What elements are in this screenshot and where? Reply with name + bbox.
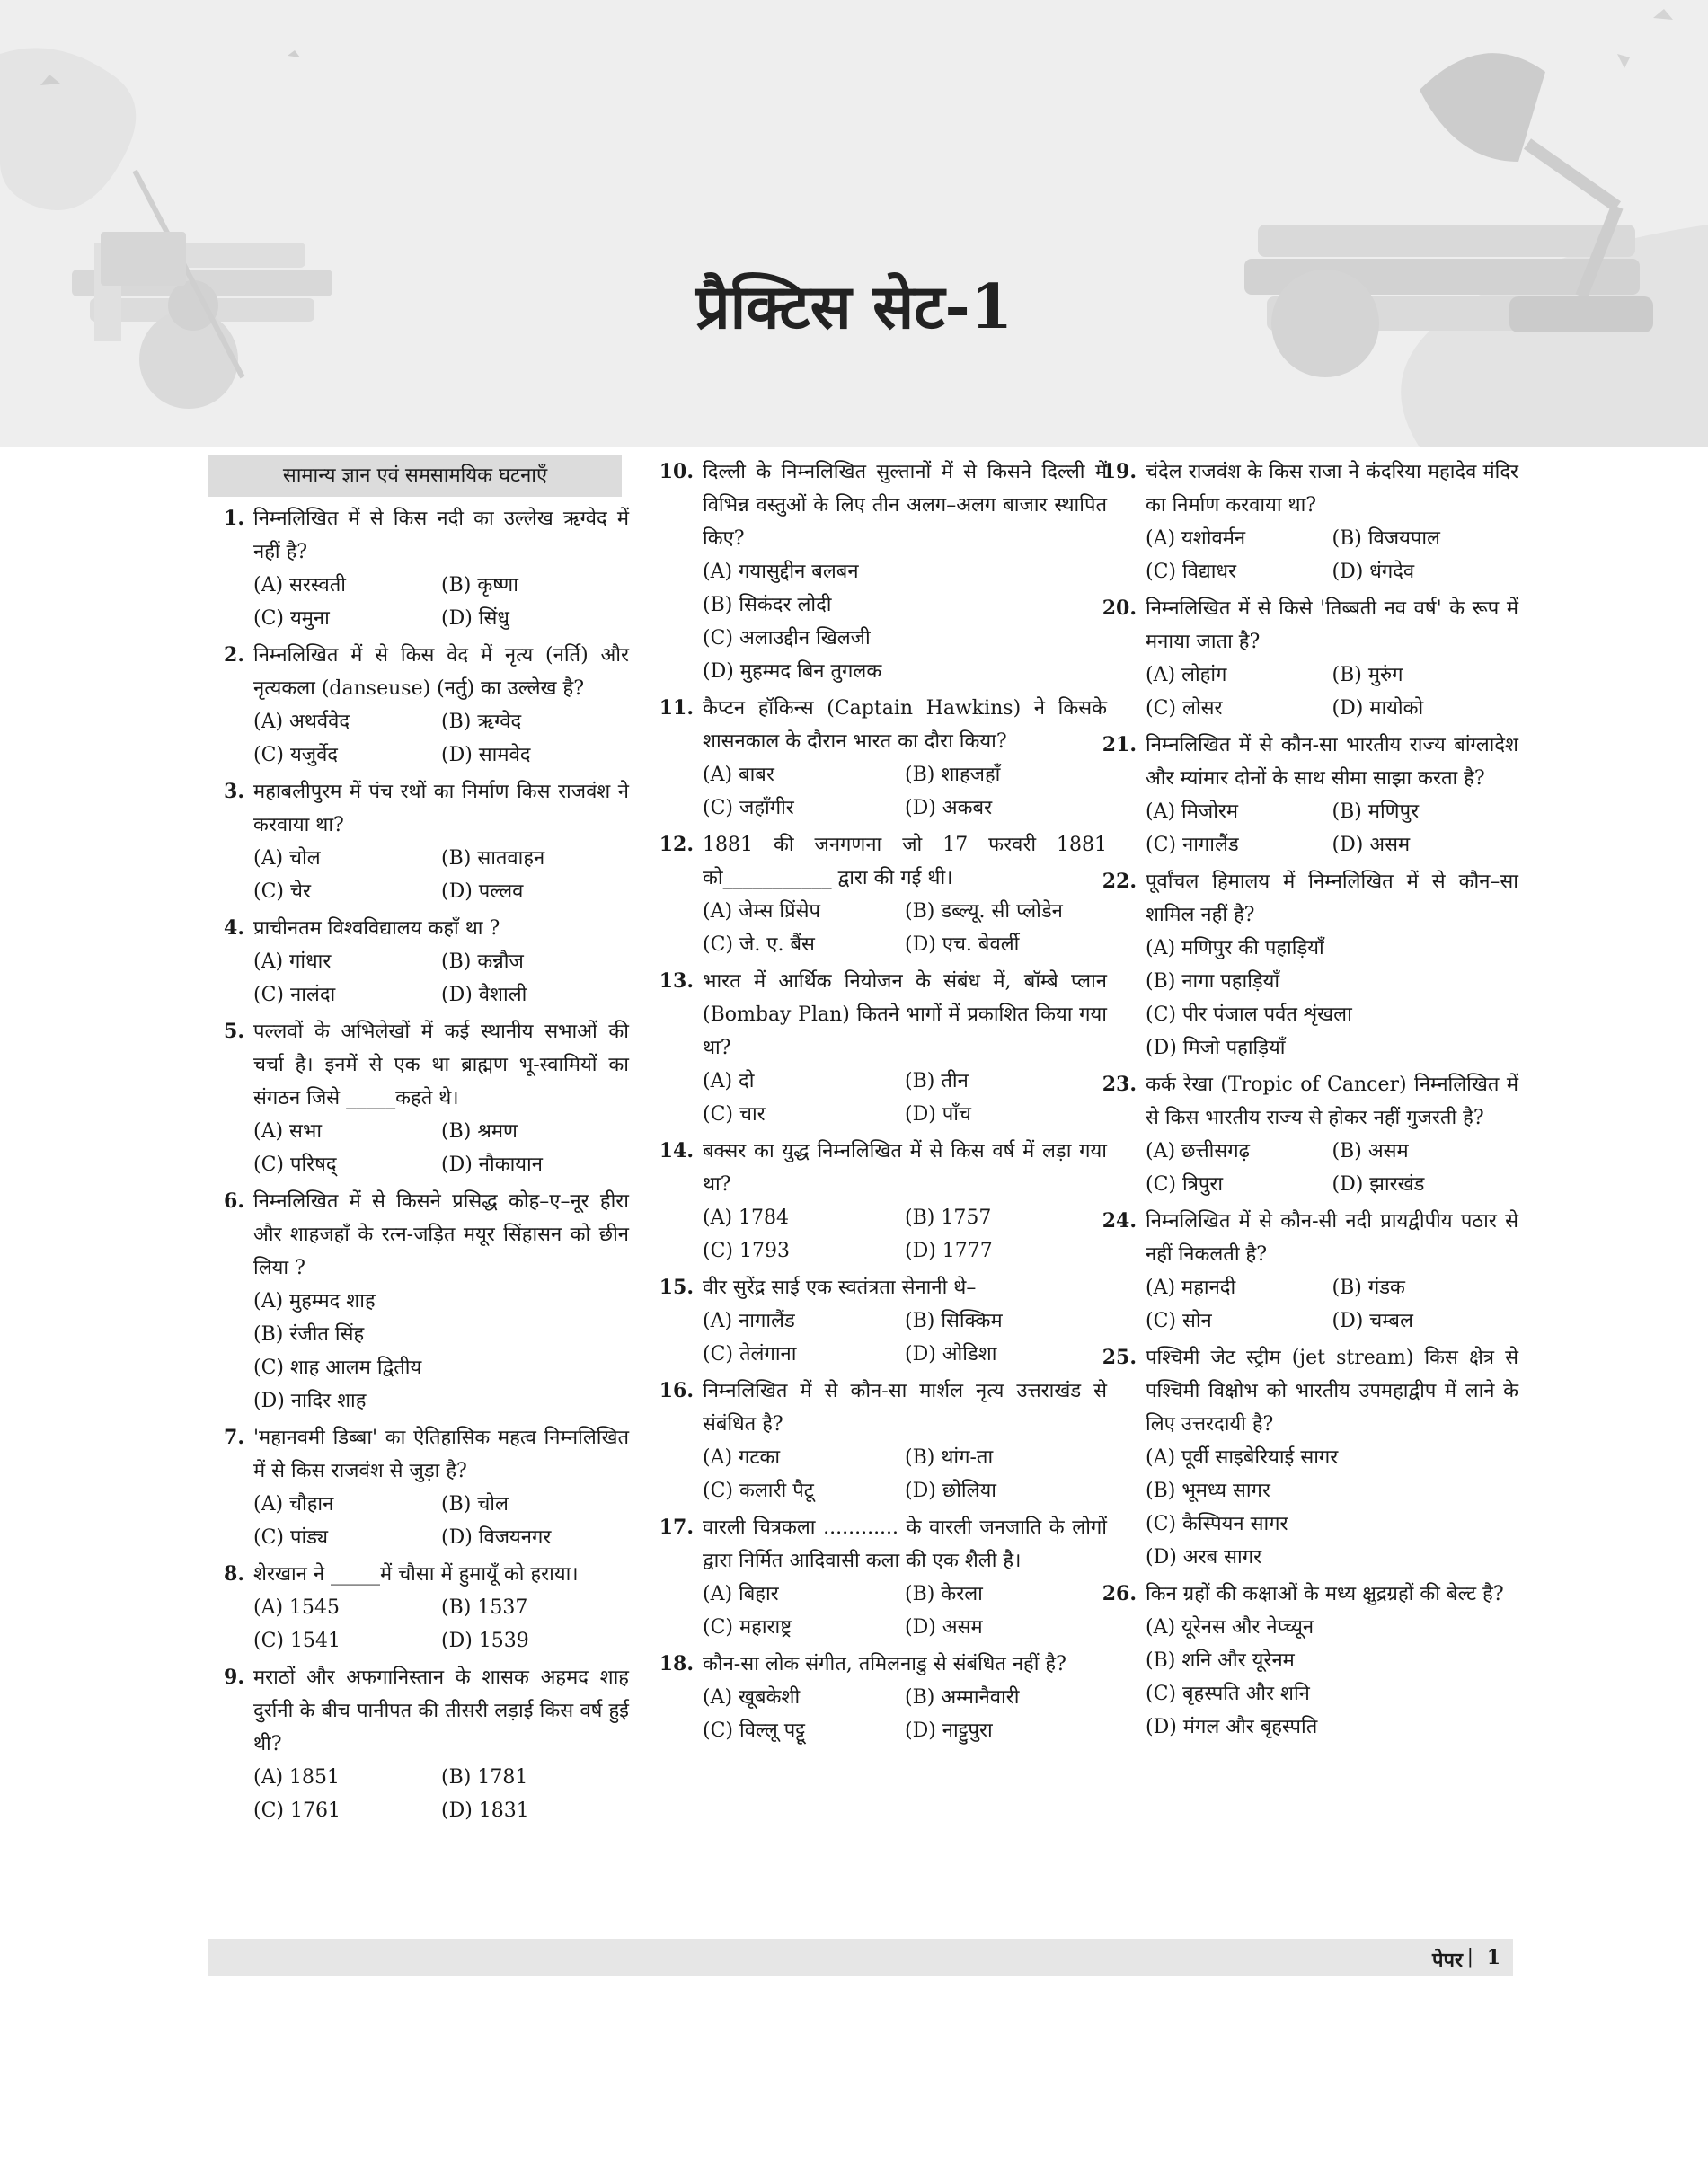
option-b: (B) थांग-ता (905, 1446, 994, 1469)
options-list (703, 895, 1107, 961)
options-list (703, 555, 1107, 688)
option-b: (B) 1537 (441, 1596, 528, 1619)
question-item (1101, 1341, 1518, 1574)
option-d: (D) मंगल और बृहस्पति (1146, 1716, 1318, 1738)
option-a: (A) दो (703, 1070, 755, 1092)
option-b: (B) भूमध्य सागर (1146, 1480, 1270, 1502)
option-b: (B) शाहजहाँ (905, 764, 1001, 786)
option-a: (A) मिजोरम (1146, 800, 1239, 823)
question-text: कर्क रेखा (Tropic of Cancer) निम्नलिखित में से किस भारतीय राज्य से होकर नहीं गुजरती है? (1146, 1074, 1518, 1129)
question-item (1101, 865, 1518, 1065)
option-b: (B) मुरुंग (1332, 664, 1403, 686)
question-number: 5. (224, 1020, 244, 1043)
option-a: (A) मुहम्मद शाह (253, 1290, 376, 1313)
option-c: (C) विद्याधर (1146, 561, 1237, 583)
option-d: (D) नाट्टुपुरा (905, 1719, 993, 1742)
option-b: (B) चोल (441, 1493, 509, 1516)
option-c: (C) शाह आलम द्वितीय (253, 1357, 422, 1379)
question-text: प्राचीनतम विश्वविद्यालय कहाँ था ? (253, 917, 500, 940)
options-list (253, 1488, 629, 1554)
question-item (658, 1648, 1107, 1747)
options-list (1146, 932, 1518, 1065)
question-number: 11. (659, 696, 694, 720)
options-list (253, 945, 629, 1012)
option-c: (C) 1793 (703, 1240, 790, 1262)
option-c: (C) जहाँगीर (703, 797, 794, 819)
option-a: (A) बिहार (703, 1583, 779, 1605)
options-list (703, 1304, 1107, 1371)
question-number: 9. (224, 1666, 244, 1689)
option-d: (D) अकबर (905, 797, 993, 819)
question-number: 2. (224, 643, 244, 667)
question-number: 10. (659, 460, 694, 483)
options-list (1146, 795, 1518, 862)
decorative-illustration (0, 0, 1708, 447)
question-item (208, 1185, 629, 1418)
question-item (208, 1015, 629, 1181)
option-d: (D) वैशाली (441, 984, 527, 1006)
option-b: (B) तीन (905, 1070, 969, 1092)
question-item (658, 692, 1107, 825)
options-list (703, 1201, 1107, 1268)
option-b: (B) मणिपुर (1332, 800, 1420, 823)
option-a: (A) गांधार (253, 950, 332, 973)
footer-bar (208, 1939, 1513, 1976)
option-c: (C) बृहस्पति और शनि (1146, 1683, 1310, 1705)
question-number: 18. (659, 1652, 694, 1675)
question-number: 24. (1102, 1209, 1137, 1233)
option-d: (D) मायोको (1332, 697, 1424, 720)
option-b: (B) गंडक (1332, 1277, 1405, 1299)
question-text: किन ग्रहों की कक्षाओं के मध्य क्षुद्रग्रहों की बेल्ट है? (1146, 1583, 1504, 1605)
options-list (1146, 1271, 1518, 1338)
option-a: (A) चोल (253, 847, 321, 870)
options-list (253, 1591, 629, 1658)
column-middle (658, 455, 1107, 1929)
option-a: (A) छत्तीसगढ़ (1146, 1140, 1251, 1162)
question-item (208, 775, 629, 908)
question-text: कौन-सा लोक संगीत, तमिलनाडु से संबंधित नहीं है? (703, 1653, 1066, 1675)
question-item (208, 502, 629, 635)
option-b: (B) विजयपाल (1332, 527, 1440, 550)
footer-separator: | (1466, 1946, 1473, 1968)
option-c: (C) परिषद् (253, 1154, 337, 1176)
question-item (1101, 1068, 1518, 1201)
header-banner (0, 0, 1708, 447)
question-item (658, 1135, 1107, 1268)
option-c: (C) विल्लू पट्टू (703, 1719, 806, 1742)
option-c: (C) सोन (1146, 1310, 1212, 1332)
option-d: (D) सिंधु (441, 607, 509, 630)
option-b: (B) नागा पहाड़ियाँ (1146, 970, 1280, 993)
option-d: (D) नौकायान (441, 1154, 543, 1176)
option-a: (A) पूर्वी साइबेरियाई सागर (1146, 1446, 1339, 1469)
option-a: (A) गयासुद्दीन बलबन (703, 561, 859, 583)
question-item (658, 828, 1107, 961)
question-number: 21. (1102, 733, 1137, 756)
question-item (658, 455, 1107, 688)
option-c: (C) चेर (253, 880, 311, 903)
question-text: निम्नलिखित में से किसे 'तिब्बती नव वर्ष' के रूप में मनाया जाता है? (1146, 597, 1518, 653)
option-a: (A) 1545 (253, 1596, 341, 1619)
option-c: (C) अलाउद्दीन खिलजी (703, 627, 871, 650)
option-a: (A) चौहान (253, 1493, 334, 1516)
option-a: (A) 1851 (253, 1766, 341, 1789)
page-number: 1 (1486, 1946, 1500, 1969)
question-number: 19. (1102, 460, 1137, 483)
option-d: (D) पाँच (905, 1103, 971, 1126)
question-item (1101, 729, 1518, 862)
question-item (1101, 1578, 1518, 1744)
option-b: (B) 1781 (441, 1766, 528, 1789)
options-list (703, 1441, 1107, 1507)
option-c: (C) लोसर (1146, 697, 1223, 720)
option-b: (B) सातवाहन (441, 847, 545, 870)
question-text: 1881 की जनगणना जो 17 फरवरी 1881 को___________ द्वारा की गई थी। (703, 834, 1107, 889)
question-item (208, 1558, 629, 1658)
option-a: (A) यूरेनस और नेप्च्यून (1146, 1616, 1314, 1639)
option-a: (A) अथर्ववेद (253, 711, 350, 733)
options-list (253, 842, 629, 908)
question-number: 7. (224, 1426, 244, 1449)
option-a: (A) लोहांग (1146, 664, 1227, 686)
options-list (703, 1578, 1107, 1644)
options-list (1146, 659, 1518, 725)
question-item (658, 1511, 1107, 1644)
option-d: (D) असम (1332, 834, 1411, 856)
option-a: (A) खूबकेशी (703, 1686, 801, 1709)
question-text: वारली चित्रकला ............ के वारली जनजाति के लोगों द्वारा निर्मित आदिवासी कला की एक शैली है। (703, 1516, 1107, 1572)
option-c: (C) कैस्पियन सागर (1146, 1513, 1288, 1535)
option-d: (D) 1831 (441, 1799, 529, 1822)
options-list (1146, 1441, 1518, 1574)
option-b: (B) असम (1332, 1140, 1409, 1162)
options-list (703, 758, 1107, 825)
option-a: (A) सरस्वती (253, 574, 346, 597)
question-text: निम्नलिखित में से किस नदी का उल्लेख ऋग्वेद में नहीं है? (253, 508, 629, 563)
question-number: 15. (659, 1276, 694, 1299)
question-text: निम्नलिखित में से किसने प्रसिद्ध कोह–ए–नूर हीरा और शाहजहाँ के रत्न-जड़ित मयूर सिंहासन को छीन लिया ? (253, 1190, 629, 1279)
option-b: (B) सिकंदर लोदी (703, 594, 832, 616)
option-a: (A) नागालैंड (703, 1310, 795, 1332)
option-c: (C) चार (703, 1103, 766, 1126)
options-list (1146, 522, 1518, 588)
option-c: (C) पीर पंजाल पर्वत शृंखला (1146, 1003, 1352, 1026)
option-d: (D) पल्लव (441, 880, 524, 903)
question-number: 6. (224, 1189, 244, 1213)
question-item (1101, 455, 1518, 588)
option-a: (A) मणिपुर की पहाड़ियाँ (1146, 937, 1324, 959)
column-right (1101, 455, 1518, 1929)
question-text: पल्लवों के अभिलेखों में कई स्थानीय सभाओं की चर्चा है। इनमें से एक था ब्राह्मण भू-स्वामियों का संगठन जिसे _____कहते थे। (253, 1021, 629, 1109)
question-text: शेरखान ने _____में चौसा में हुमायूँ को हराया। (253, 1563, 579, 1586)
option-b: (B) श्रमण (441, 1120, 518, 1143)
option-b: (B) डब्ल्यू. सी प्लोडेन (905, 900, 1063, 923)
option-d: (D) अरब सागर (1146, 1546, 1262, 1569)
question-number: 12. (659, 833, 694, 856)
option-c: (C) पांड्य (253, 1526, 329, 1549)
option-d: (D) मुहम्मद बिन तुगलक (703, 660, 882, 683)
option-d: (D) झारखंड (1332, 1173, 1425, 1196)
option-d: (D) चम्बल (1332, 1310, 1413, 1332)
option-b: (B) रंजीत सिंह (253, 1323, 365, 1346)
question-number: 22. (1102, 870, 1137, 893)
option-c: (C) त्रिपुरा (1146, 1173, 1224, 1196)
option-c: (C) 1541 (253, 1630, 341, 1652)
option-c: (C) यजुर्वेद (253, 744, 338, 766)
option-b: (B) शनि और यूरेनम (1146, 1649, 1295, 1672)
option-a: (A) बाबर (703, 764, 774, 786)
options-list (253, 1761, 629, 1827)
question-text: महाबलीपुरम में पंच रथों का निर्माण किस राजवंश ने करवाया था? (253, 781, 629, 836)
section-heading: सामान्य ज्ञान एवं समसामयिक घटनाएँ (208, 455, 622, 497)
question-number: 16. (659, 1379, 694, 1402)
question-number: 20. (1102, 597, 1137, 620)
options-list (253, 1285, 629, 1418)
question-text: निम्नलिखित में से कौन-सा भारतीय राज्य बांग्लादेश और म्यांमार दोनों के साथ सीमा साझा करता है? (1146, 734, 1518, 790)
question-item (208, 912, 629, 1012)
option-c: (C) महाराष्ट्र (703, 1616, 792, 1639)
question-number: 23. (1102, 1073, 1137, 1096)
question-text: 'महानवमी डिब्बा' का ऐतिहासिक महत्व निम्नलिखित में से किस राजवंश से जुड़ा है? (253, 1427, 629, 1482)
question-text: चंदेल राजवंश के किस राजा ने कंदरिया महादेव मंदिर का निर्माण करवाया था? (1146, 461, 1518, 517)
question-item (658, 1375, 1107, 1507)
option-d: (D) छोलिया (905, 1480, 996, 1502)
options-list (253, 569, 629, 635)
option-a: (A) गटका (703, 1446, 781, 1469)
option-c: (C) तेलंगाना (703, 1343, 797, 1366)
option-d: (D) एच. बेवर्ली (905, 933, 1020, 956)
option-b: (B) अम्मानैवारी (905, 1686, 1020, 1709)
option-d: (D) धंगदेव (1332, 561, 1415, 583)
question-text: निम्नलिखित में से किस वेद में नृत्य (नर्ति) और नृत्यकला (danseuse) (नर्तु) का उल्लेख है? (253, 644, 629, 700)
option-a: (A) सभा (253, 1120, 323, 1143)
question-item (1101, 1205, 1518, 1338)
question-number: 8. (224, 1562, 244, 1586)
option-d: (D) 1539 (441, 1630, 529, 1652)
question-item (208, 1421, 629, 1554)
question-item (208, 1661, 629, 1827)
question-text: कैप्टन हॉकिन्स (Captain Hawkins) ने किसके शासनकाल के दौरान भारत का दौरा किया? (703, 697, 1107, 753)
option-c: (C) जे. ए. बैंस (703, 933, 815, 956)
option-a: (A) 1784 (703, 1207, 790, 1229)
footer-label: पेपर (1432, 1949, 1463, 1972)
option-a: (A) महानदी (1146, 1277, 1236, 1299)
option-c: (C) कलारी पैटू (703, 1480, 814, 1502)
question-text: वीर सुरेंद्र साई एक स्वतंत्रता सेनानी थे– (703, 1277, 977, 1299)
option-c: (C) यमुना (253, 607, 330, 630)
option-b: (B) 1757 (905, 1207, 992, 1229)
question-item (208, 639, 629, 772)
question-number: 4. (224, 916, 244, 940)
question-text: मराठों और अफगानिस्तान के शासक अहमद शाह दुर्रानी के बीच पानीपत की तीसरी लड़ाई किस वर्ष हुई थी? (253, 1666, 629, 1755)
option-b: (B) केरला (905, 1583, 983, 1605)
option-d: (D) विजयनगर (441, 1526, 552, 1549)
question-item (1101, 592, 1518, 725)
question-text: भारत में आर्थिक नियोजन के संबंध में, बॉम्बे प्लान (Bombay Plan) कितने भागों में प्रकाशित किया गया था? (703, 970, 1107, 1059)
options-list (1146, 1611, 1518, 1744)
question-text: निम्नलिखित में से कौन-सा मार्शल नृत्य उत्तराखंड से संबंधित है? (703, 1380, 1107, 1436)
question-number: 13. (659, 969, 694, 993)
question-item (658, 965, 1107, 1131)
options-list (703, 1681, 1107, 1747)
option-c: (C) नागालैंड (1146, 834, 1239, 856)
option-c: (C) नालंदा (253, 984, 336, 1006)
option-a: (A) यशोवर्मन (1146, 527, 1246, 550)
question-number: 26. (1102, 1582, 1137, 1605)
option-a: (A) जेम्स प्रिंसेप (703, 900, 820, 923)
option-d: (D) मिजो पहाड़ियाँ (1146, 1037, 1286, 1059)
options-list (253, 1115, 629, 1181)
page-title: प्रैक्टिस सेट-1 (695, 271, 1013, 343)
question-text: दिल्ली के निम्नलिखित सुल्तानों में से किसने दिल्ली में विभिन्न वस्तुओं के लिए तीन अलग–अलग बाजार स्थापित किए? (703, 461, 1107, 550)
option-b: (B) ऋग्वेद (441, 711, 522, 733)
options-list (1146, 1135, 1518, 1201)
question-item (658, 1271, 1107, 1371)
options-list (253, 705, 629, 772)
question-number: 14. (659, 1139, 694, 1162)
option-c: (C) 1761 (253, 1799, 341, 1822)
option-d: (D) असम (905, 1616, 983, 1639)
question-number: 3. (224, 780, 244, 803)
column-left (208, 455, 629, 1929)
option-d: (D) सामवेद (441, 744, 531, 766)
question-text: निम्नलिखित में से कौन-सी नदी प्रायद्वीपीय पठार से नहीं निकलती है? (1146, 1210, 1518, 1266)
question-text: पूर्वांचल हिमालय में निम्नलिखित में से कौन–सा शामिल नहीं है? (1146, 871, 1518, 926)
option-b: (B) कन्नौज (441, 950, 524, 973)
question-number: 17. (659, 1516, 694, 1539)
option-b: (B) सिक्किम (905, 1310, 1003, 1332)
option-d: (D) नादिर शाह (253, 1390, 367, 1412)
question-number: 25. (1102, 1346, 1137, 1369)
options-list (703, 1065, 1107, 1131)
question-text: पश्चिमी जेट स्ट्रीम (jet stream) किस क्षेत्र से पश्चिमी विक्षोभ को भारतीय उपमहाद्वीप में लाने के लिए उत्तरदायी है? (1146, 1347, 1518, 1436)
option-d: (D) ओडिशा (905, 1343, 997, 1366)
option-d: (D) 1777 (905, 1240, 993, 1262)
option-b: (B) कृष्णा (441, 574, 518, 597)
question-text: बक्सर का युद्ध निम्नलिखित में से किस वर्ष में लड़ा गया था? (703, 1140, 1107, 1196)
question-number: 1. (224, 507, 244, 530)
